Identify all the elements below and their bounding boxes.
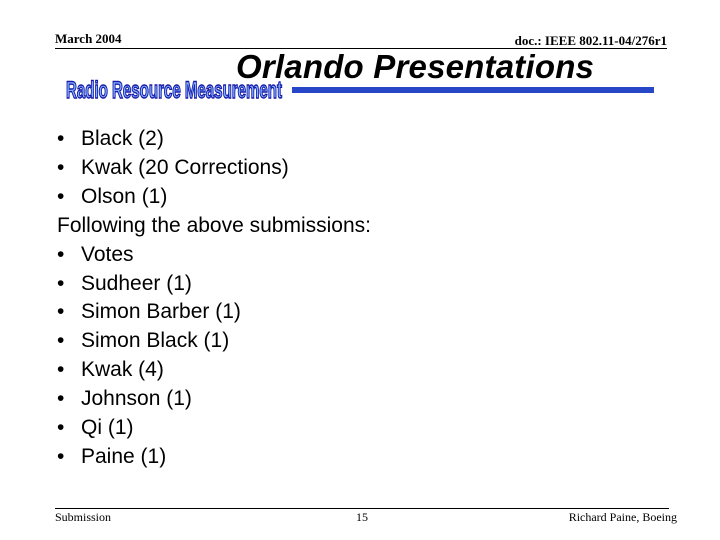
list-item-text: Votes: [81, 242, 134, 266]
bullet-marker: •: [57, 358, 65, 382]
bullet-list: [57, 125, 657, 472]
list-item-text: Sudheer (1): [81, 271, 192, 295]
list-item: [57, 298, 657, 327]
list-item-text: Paine (1): [81, 444, 167, 468]
list-item-text: Simon Black (1): [81, 329, 230, 353]
bullet-marker: •: [57, 242, 65, 266]
list-item: [57, 414, 657, 443]
list-item: [57, 212, 657, 241]
header-doc-id: doc.: IEEE 802.11-04/276r1: [514, 33, 667, 48]
bullet-marker: •: [57, 329, 65, 353]
slide-title: Orlando Presentations: [236, 48, 595, 85]
list-item: [57, 443, 657, 472]
list-item: [57, 356, 657, 385]
list-item: [57, 183, 657, 212]
bullet-marker: •: [57, 387, 65, 411]
footer-author: Richard Paine, Boeing: [568, 510, 677, 524]
bullet-marker: •: [57, 416, 65, 440]
list-item: [57, 385, 657, 414]
list-item-text: Qi (1): [81, 416, 134, 440]
bullet-marker: •: [57, 155, 65, 179]
list-item: [57, 154, 657, 183]
list-item: [57, 270, 657, 299]
list-item-text: Following the above submissions:: [57, 213, 371, 237]
footer-submission: Submission: [55, 510, 112, 524]
header-date: March 2004: [55, 31, 122, 46]
list-item-text: Simon Barber (1): [81, 300, 241, 324]
bullet-marker: •: [57, 184, 65, 208]
bullet-marker: •: [57, 127, 65, 150]
list-item: [57, 327, 657, 356]
list-item: [57, 241, 657, 270]
footer-divider: [55, 508, 669, 509]
list-item-text: Johnson (1): [81, 387, 192, 411]
list-item-text: Kwak (20 Corrections): [81, 155, 289, 179]
bullet-marker: •: [57, 271, 65, 295]
logo-text: Radio Resource Measurement: [66, 77, 283, 104]
bullet-marker: •: [57, 300, 65, 324]
title-underline-bar: [292, 87, 654, 93]
list-item: [57, 125, 657, 154]
list-item-text: Black (2): [81, 127, 164, 150]
list-item-text: Kwak (4): [81, 358, 164, 382]
list-item-text: Olson (1): [81, 184, 168, 208]
bullet-marker: •: [57, 444, 65, 468]
footer-page-number: 15: [356, 510, 368, 524]
